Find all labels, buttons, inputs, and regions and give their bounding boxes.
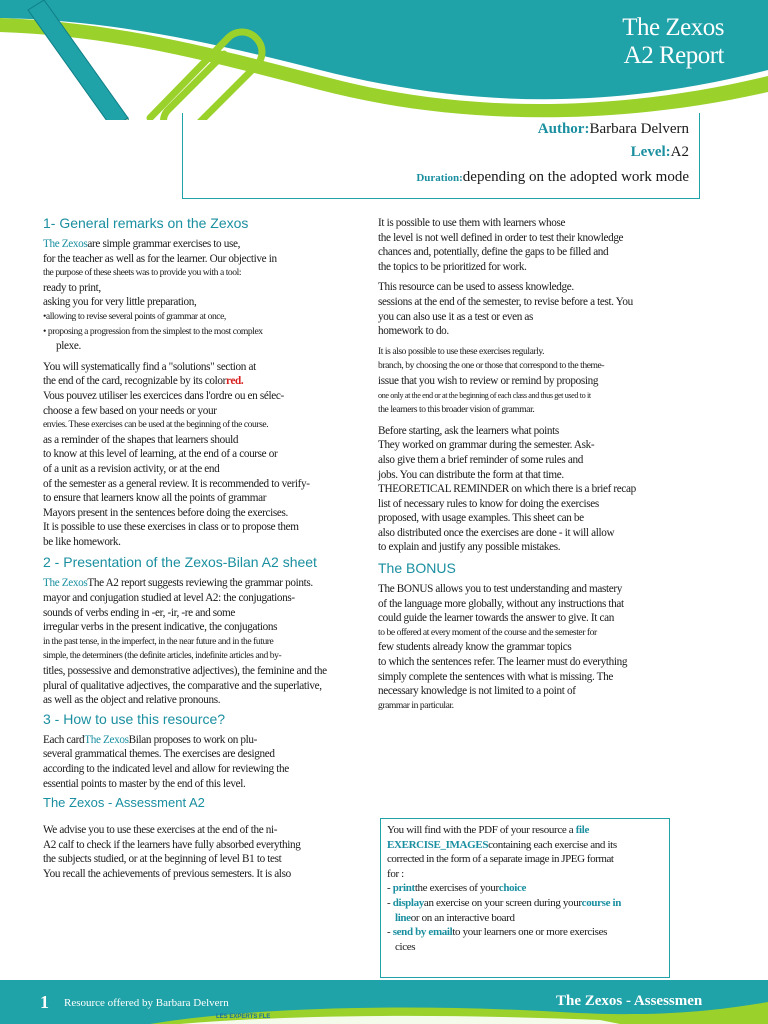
- level-label: Level:: [630, 144, 671, 160]
- text-line: plexe.: [56, 340, 81, 353]
- text-line: of a unit as a revision activity, or at the end: [43, 462, 220, 475]
- text-line: It is also possible to use these exercises regularly.: [378, 345, 545, 357]
- text-line: one only at the end or at the beginning of each class and thus get used to it: [378, 390, 591, 400]
- section-2-title: 2 - Presentation of the Zexos-Bilan A2 sheet: [43, 554, 317, 571]
- bullet-item: • proposing a progression from the simplest to the most complex: [43, 325, 263, 337]
- text-line: also distributed once the exercises are done - it will allow: [378, 526, 615, 539]
- section-4-title: The Zexos - Assessment A2: [43, 795, 205, 811]
- text-line: sounds of verbs ending in -er, -ir, -re and some: [43, 606, 236, 619]
- text-line: It is possible to use these exercises in class or to propose them: [43, 521, 299, 534]
- list-item: - send by emailto your learners one or more exercises: [387, 926, 608, 939]
- text-line: We advise you to use these exercises at the end of the ni-: [43, 824, 278, 837]
- report-title: [622, 14, 724, 70]
- text-line: The Zexosare simple grammar exercises to use,: [43, 238, 241, 250]
- author-label: Author:: [537, 121, 590, 137]
- text-line: corrected in the form of a separate image in JPEG format: [387, 853, 614, 866]
- text-line: as a reminder of the shapes that learners should: [43, 433, 239, 446]
- exercise-images-link[interactable]: EXERCISE_IMAGES: [387, 838, 489, 851]
- text-line: envies. These exercises can be used at the beginning of the course.: [43, 419, 269, 431]
- text-line: to know at this level of learning, at the end of a course or: [43, 448, 278, 461]
- course-in-link[interactable]: course in: [581, 896, 621, 909]
- level-row: [631, 144, 689, 161]
- brand-name: The Zexos: [43, 577, 88, 590]
- list-item-cont: lineor on an interactive board: [395, 911, 515, 924]
- brand-name: The Zexos: [84, 733, 129, 746]
- text-line: plural of qualitative adjectives, the comparative and the superlative,: [43, 679, 322, 692]
- footer-title: The Zexos - Assessmen: [556, 993, 703, 1009]
- text-line: It is possible to use them with learners whose: [378, 217, 566, 229]
- text-line: branch, by choosing the one or those that correspond to the theme-: [378, 360, 605, 372]
- title-line-1: The Zexos: [622, 14, 724, 41]
- line-link[interactable]: line: [395, 911, 411, 924]
- text-line: to which the sentences refer. The learner must do everything: [378, 656, 628, 669]
- text-line: proposed, with usage examples. This sheet can be: [378, 512, 584, 525]
- text-line: simple, the determiners (the definite articles, indefinite articles and by-: [43, 650, 282, 662]
- text-line: THEORETICAL REMINDER on which there is a brief recap: [378, 483, 636, 496]
- text-line: the level is not well defined in order to test their knowledge: [378, 231, 624, 244]
- text-line: grammar in particular.: [378, 699, 454, 711]
- bullet-item: •allowing to revise several points of grammar at once,: [43, 310, 226, 322]
- text-line: You recall the achievements of previous semesters. It is also: [43, 867, 291, 880]
- text-line: EXERCISE_IMAGEScontaining each exercise and its: [387, 838, 617, 851]
- text-line: the purpose of these sheets was to provide you with a tool:: [43, 267, 242, 279]
- list-item: - printthe exercises of yourchoice: [387, 882, 527, 895]
- list-item: - displayan exercise on your screen during yourcourse in: [387, 896, 621, 909]
- text-line: to be offered at every moment of the course and the semester for: [378, 626, 597, 638]
- text-line: be like homework.: [43, 535, 121, 548]
- page-number: 1: [40, 992, 49, 1012]
- level-value: A2: [670, 144, 689, 160]
- text-line: for :: [387, 867, 404, 880]
- bonus-title: The BONUS: [378, 560, 456, 577]
- text-line: Before starting, ask the learners what points: [378, 424, 559, 437]
- text-line: necessary knowledge is not limited to a point of: [378, 685, 576, 698]
- send-by-email-link[interactable]: send by email: [392, 926, 453, 939]
- footer-credit: Resource offered by Barbara Delvern: [64, 997, 229, 1009]
- text-line: sessions at the end of the semester, to revise before a test. You: [378, 295, 633, 308]
- text-line: homework to do.: [378, 325, 449, 338]
- text-line: several grammatical themes. The exercises are designed: [43, 748, 275, 761]
- text-line: to ensure that learners know all the points of grammar: [43, 492, 267, 505]
- text-line: Mayors present in the sentences before doing the exercises.: [43, 506, 288, 519]
- text-line: You will find with the PDF of your resource a file: [387, 824, 589, 836]
- section-3-title: 3 - How to use this resource?: [43, 710, 226, 727]
- text-line: choose a few based on your needs or your: [43, 404, 217, 417]
- text-line: Vous pouvez utiliser les exercices dans l'ordre ou en sélec-: [43, 389, 284, 402]
- duration-label: Duration:: [416, 172, 463, 184]
- pdf-info-box: [380, 818, 670, 978]
- text-line: for the teacher as well as for the learner. Our objective in: [43, 252, 277, 265]
- text-line: They worked on grammar during the semester. Ask-: [378, 439, 595, 452]
- title-line-2: A2 Report: [623, 42, 724, 69]
- author-row: [538, 121, 689, 138]
- text-line: simply complete the sentences with what is missing. The: [378, 670, 614, 683]
- footer-logo: LES EXPERTS FLE: [216, 1014, 271, 1020]
- text-line: titles, possessive and demonstrative adjectives), the feminine and the: [43, 665, 327, 678]
- text-line: irregular verbs in the present indicative, the conjugations: [43, 621, 278, 634]
- left-column: [43, 214, 361, 882]
- text-line: also give them a brief reminder of some rules and: [378, 453, 583, 466]
- text-line: the end of the card, recognizable by its colorred.: [43, 375, 244, 388]
- print-link[interactable]: print: [392, 882, 415, 895]
- text-line: mayor and conjugation studied at level A2: the conjugations-: [43, 592, 295, 605]
- text-line: according to the indicated level and allow for reviewing the: [43, 763, 289, 775]
- text-line: The BONUS allows you to test understanding and mastery: [378, 583, 622, 596]
- text-line: list of necessary rules to know for doing the exercises: [378, 497, 599, 510]
- info-box: [182, 113, 700, 199]
- text-line: you can also use it as a test or even as: [378, 310, 534, 323]
- text-line: chances and, potentially, define the gaps to be filled and: [378, 246, 609, 259]
- text-line: You will systematically find a "solutions" section at: [43, 360, 256, 373]
- text-line: in the past tense, in the imperfect, in the near future and in the future: [43, 635, 274, 647]
- text-line: the subjects studied, or at the beginning of level B1 to test: [43, 853, 282, 866]
- duration-value: depending on the adopted work mode: [462, 169, 689, 185]
- text-line: of the semester as a general review. It is recommended to verify-: [43, 477, 310, 490]
- text-line: few students already know the grammar topics: [378, 641, 572, 654]
- section-1-title: 1- General remarks on the Zexos: [43, 215, 249, 231]
- choice-link[interactable]: choice: [498, 882, 527, 895]
- text-line: the learners to this broader vision of grammar.: [378, 404, 535, 416]
- text-line: as well as the object and relative pronouns.: [43, 694, 221, 707]
- brand-name: The Zexos: [43, 238, 88, 250]
- text-line: This resource can be used to assess knowledge.: [378, 281, 574, 294]
- text-line: asking you for very little preparation,: [43, 296, 197, 309]
- text-line: Each cardThe ZexosBilan proposes to work on plu-: [43, 733, 258, 746]
- text-line: of the language more globally, without any instructions that: [378, 597, 624, 610]
- red-label: red.: [226, 375, 244, 388]
- text-line: ready to print,: [43, 281, 101, 294]
- right-column: [378, 216, 670, 713]
- text-line: essential points to master by the end of this level.: [43, 777, 246, 790]
- text-line: issue that you wish to review or remind by proposing: [378, 374, 599, 387]
- text-line: to explain and justify any possible mistakes.: [378, 541, 561, 554]
- text-line: A2 calf to check if the learners have fully absorbed everything: [43, 838, 301, 851]
- list-item-cont: cices: [395, 940, 416, 953]
- text-line: the topics to be prioritized for work.: [378, 260, 527, 273]
- text-line: could guide the learner towards the answer to give. It can: [378, 612, 614, 625]
- display-link[interactable]: display: [392, 896, 424, 909]
- duration-row: [416, 169, 689, 186]
- author-value: Barbara Delvern: [589, 121, 689, 137]
- text-line: jobs. You can distribute the form at that time.: [378, 468, 564, 481]
- file-link[interactable]: file: [575, 824, 589, 836]
- text-line: The ZexosThe A2 report suggests reviewing the grammar points.: [43, 577, 313, 590]
